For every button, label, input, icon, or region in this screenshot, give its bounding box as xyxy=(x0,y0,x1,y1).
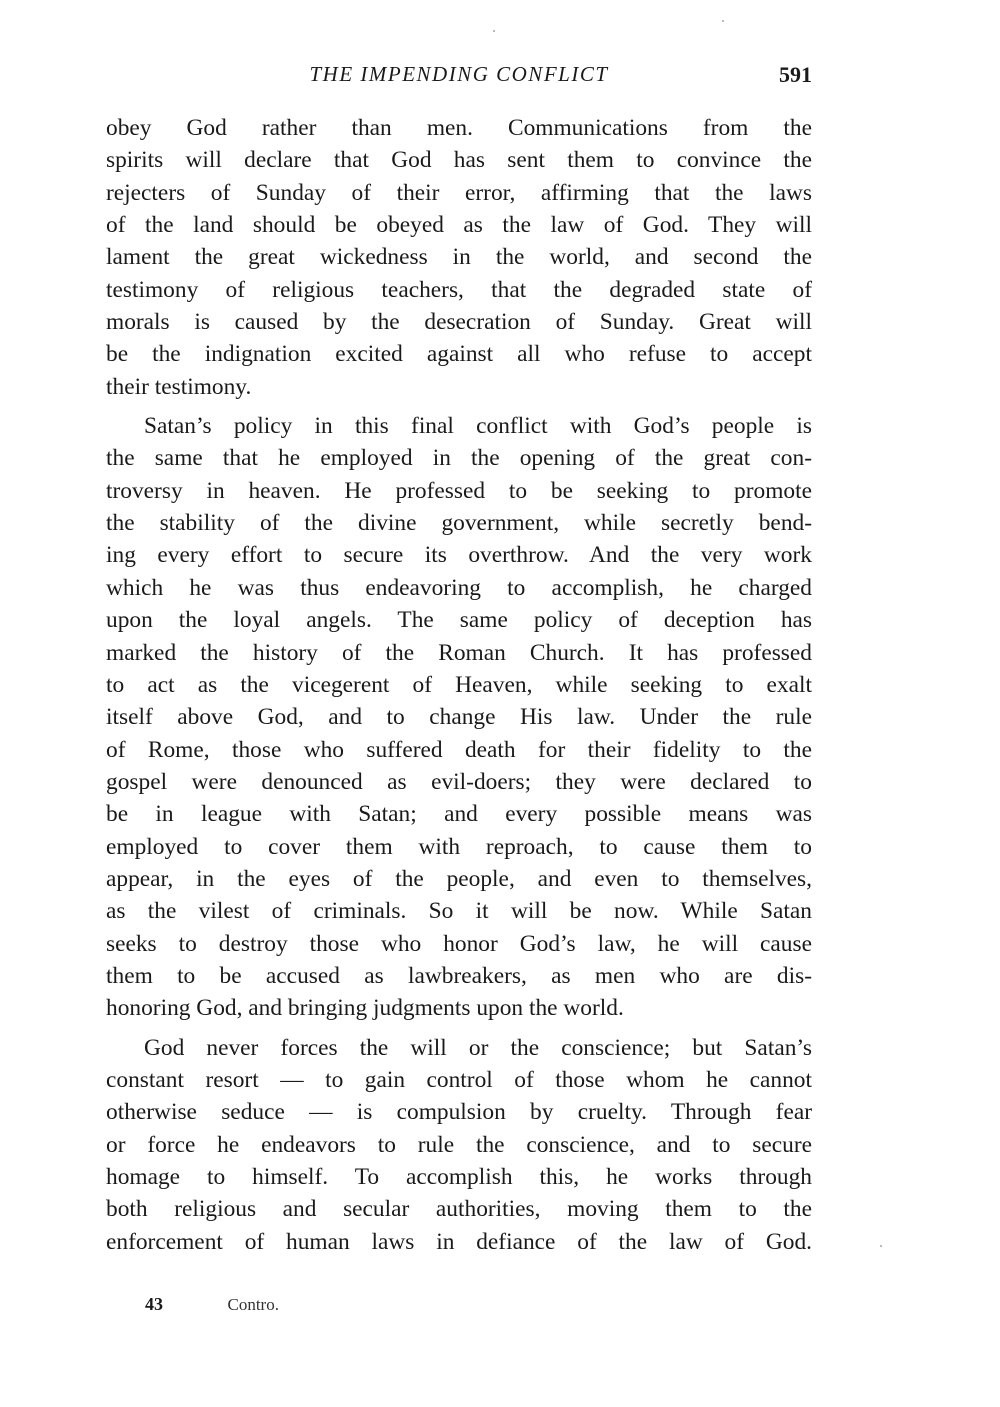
text-line: constant resort — to gain control of those whom he cannot xyxy=(106,1066,812,1093)
text-line: rejecters of Sunday of their error, affirming that the laws xyxy=(106,179,812,206)
text-line: obey God rather than men. Communications from the xyxy=(106,115,812,141)
text-line: marked the history of the Roman Church. It has professed xyxy=(106,639,812,666)
text-line: their testimony. xyxy=(106,373,252,400)
text-line: the stability of the divine government, while secretly bend- xyxy=(106,510,812,537)
text-line: ing every effort to secure its overthrow. And the very work xyxy=(106,542,812,569)
text-line: of Rome, those who suffered death for their fidelity to the xyxy=(106,736,812,763)
page-number: 591 xyxy=(779,62,812,87)
text-line: seeks to destroy those who honor God’s law, he will cause xyxy=(106,930,812,957)
text-line: be in league with Satan; and every possible means was xyxy=(106,801,812,828)
scan-speck xyxy=(722,20,724,22)
text-line: or force he endeavors to rule the conscience, and to secure xyxy=(106,1131,812,1158)
text-line: which he was thus endeavoring to accomplish, he charged xyxy=(106,574,812,601)
text-line: otherwise seduce — is compulsion by cruelty. Through fear xyxy=(106,1099,812,1126)
text-line: gospel were denounced as evil-doers; they were declared to xyxy=(106,768,812,795)
text-line: of the land should be obeyed as the law of God. They will xyxy=(106,212,812,239)
text-line: Satan’s policy in this final conflict with God’s people is xyxy=(144,413,812,440)
paragraph-3 xyxy=(106,1032,812,1258)
signature-number: 43 xyxy=(145,1294,163,1314)
text-line: honoring God, and bringing judgments upon the world. xyxy=(106,995,624,1022)
signature-mark: Contro. xyxy=(227,1295,279,1314)
text-line: testimony of religious teachers, that the degraded state of xyxy=(106,276,812,303)
text-line: morals is caused by the desecration of Sunday. Great will xyxy=(106,309,812,336)
text-line: upon the loyal angels. The same policy of deception has xyxy=(106,607,812,634)
scan-speck xyxy=(880,1245,882,1247)
text-line: appear, in the eyes of the people, and even to themselves, xyxy=(106,865,812,892)
body-text xyxy=(106,112,812,1265)
scan-speck xyxy=(493,30,495,32)
running-title: THE IMPENDING CONFLICT xyxy=(309,62,609,86)
paragraph-1 xyxy=(106,112,812,403)
text-line: God never forces the will or the conscience; but Satan’s xyxy=(144,1034,812,1061)
paragraph-2 xyxy=(106,410,812,1025)
text-line: homage to himself. To accomplish this, he works through xyxy=(106,1164,812,1190)
text-line: spirits will declare that God has sent them to convince the xyxy=(106,147,812,174)
text-line: employed to cover them with reproach, to cause them to xyxy=(106,833,812,860)
text-line: itself above God, and to change His law. Under the rule xyxy=(106,704,812,731)
text-line: be the indignation excited against all who refuse to accept xyxy=(106,341,812,368)
text-line: them to be accused as lawbreakers, as men who are dis- xyxy=(106,962,812,989)
signature-footer xyxy=(145,1294,279,1315)
text-line: the same that he employed in the opening of the great con- xyxy=(106,445,812,472)
text-line: troversy in heaven. He professed to be seeking to promote xyxy=(106,477,812,504)
text-line: enforcement of human laws in defiance of the law of God. xyxy=(106,1228,812,1255)
text-line: to act as the vicegerent of Heaven, while seeking to exalt xyxy=(106,671,812,698)
text-line: as the vilest of criminals. So it will be now. While Satan xyxy=(106,898,812,925)
text-line: lament the great wickedness in the world, and second the xyxy=(106,244,812,271)
running-head xyxy=(106,62,812,92)
text-line: both religious and secular authorities, moving them to the xyxy=(106,1196,812,1223)
